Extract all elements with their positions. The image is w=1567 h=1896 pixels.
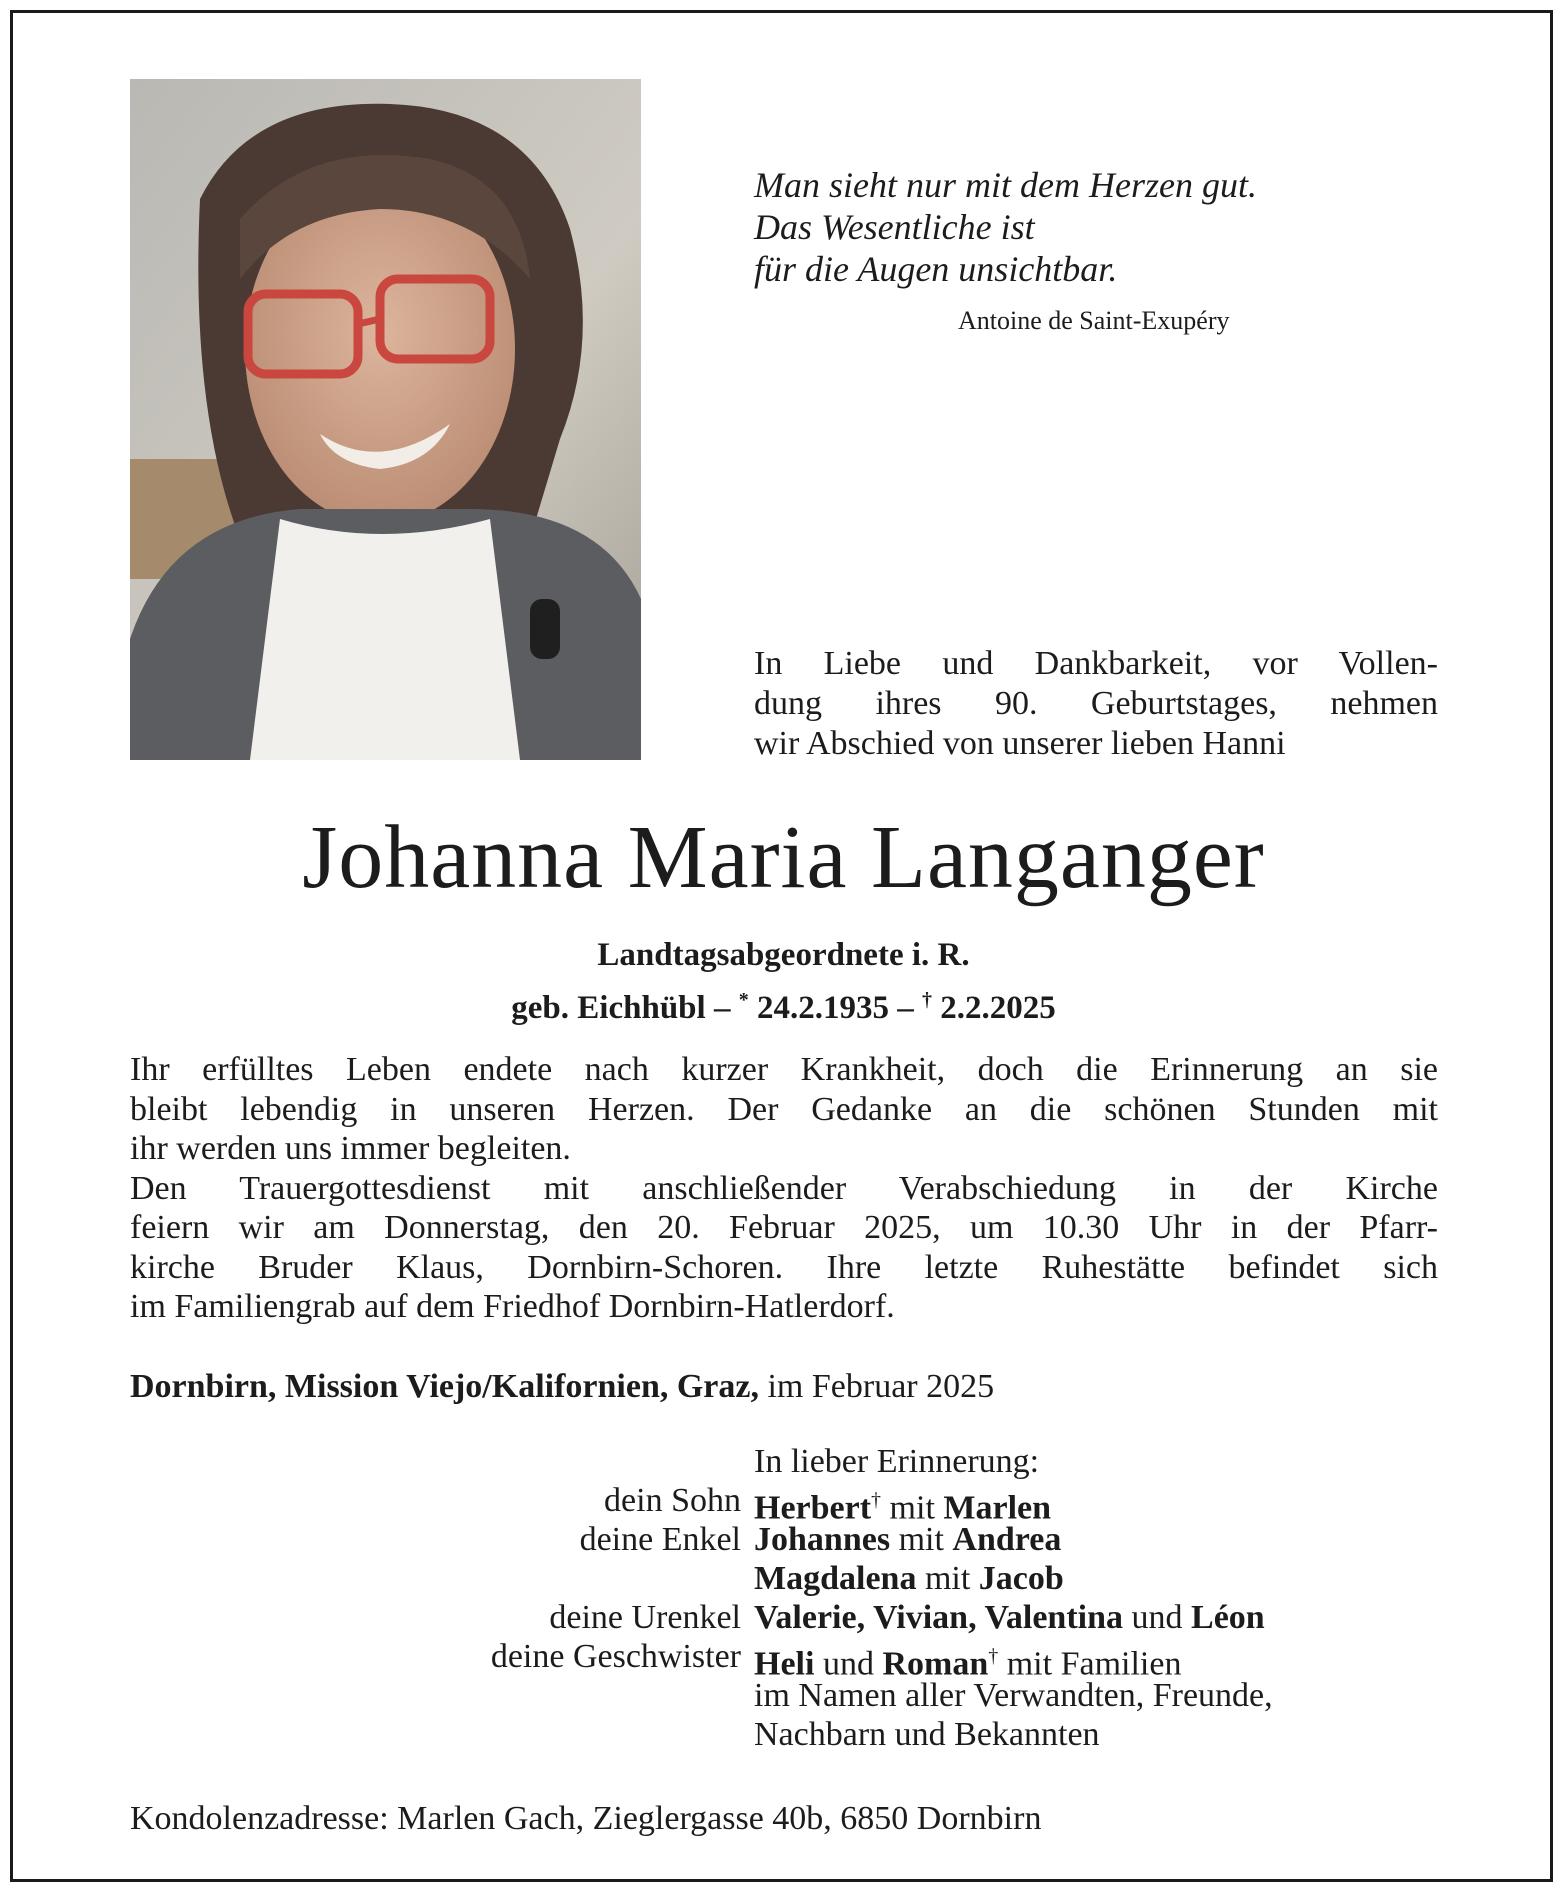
connector-word: und — [1131, 1599, 1183, 1636]
family-row-son — [0, 1481, 1567, 1527]
family-label: deine Urenkel — [549, 1599, 741, 1636]
family-others: im Namen aller Verwandten, Freunde, — [754, 1677, 1273, 1714]
death-date: 2.2.2025 — [940, 990, 1056, 1026]
cross-symbol: † — [871, 1489, 882, 1511]
family-row-others-2 — [0, 1715, 1567, 1754]
person-name: Magdalena — [754, 1560, 917, 1597]
birth-date: 24.2.1935 — [756, 990, 889, 1026]
person-name: Andrea — [952, 1521, 1062, 1558]
family-names — [754, 1559, 1064, 1598]
intro-line: wir Abschied von unserer lieben Hanni — [754, 725, 1286, 762]
family-row-others — [0, 1676, 1567, 1715]
family-names — [754, 1598, 1265, 1637]
family-list — [0, 1442, 1567, 1754]
intro-text — [754, 644, 1438, 764]
person-name: Johannes — [754, 1521, 891, 1558]
person-name: Valerie, Vivian, Valentina — [754, 1599, 1124, 1636]
life-dates — [0, 980, 1567, 1028]
body-line: feiern wir am Donnerstag, den 20. Februar 2025, um 10.30 Uhr in der Pfarr- — [130, 1209, 1438, 1246]
intro-line: In Liebe und Dankbarkeit, vor Vollen- — [754, 645, 1438, 682]
person-name: Léon — [1191, 1599, 1265, 1636]
person-name: Heli — [754, 1645, 815, 1683]
quote-line: Man sieht nur mit dem Herzen gut. — [754, 165, 1257, 205]
birth-symbol: * — [738, 989, 749, 1011]
person-name: Marlen — [943, 1489, 1052, 1527]
connector-word: und — [822, 1645, 874, 1683]
dash: – — [888, 990, 922, 1026]
person-name: Jacob — [978, 1560, 1064, 1597]
portrait-image — [130, 79, 641, 760]
family-row-great-grandchildren — [0, 1598, 1567, 1637]
cross-symbol: † — [988, 1645, 999, 1667]
place-date: im Februar 2025 — [767, 1368, 995, 1405]
body-line: Den Trauergottesdienst mit anschließender Verabschiedung in der Kirche — [130, 1169, 1438, 1207]
connector-word: mit — [898, 1521, 944, 1558]
connector-word: mit — [924, 1560, 971, 1597]
portrait-photo — [130, 79, 641, 760]
person-name: Herbert — [754, 1489, 872, 1527]
family-heading: In lieber Erinnerung: — [754, 1443, 1040, 1480]
condolence-address: Kondolenzadresse: Marlen Gach, Zieglergasse 40b, 6850 Dornbirn — [130, 1800, 1042, 1837]
deceased-name: Johanna Maria Langanger — [302, 808, 1265, 907]
family-names — [754, 1520, 1061, 1559]
body-line: ihr werden uns immer begleiten. — [130, 1130, 571, 1167]
quote-line: für die Augen unsichtbar. — [754, 249, 1118, 289]
family-row-grandchildren — [0, 1520, 1567, 1559]
family-heading-row — [0, 1442, 1567, 1481]
body-line: bleibt lebendig in unseren Herzen. Der Gedanke an die schönen Stunden mit — [130, 1090, 1438, 1128]
deceased-title: Landtagsabgeordnete i. R. — [597, 937, 970, 973]
obituary-body — [130, 1050, 1438, 1327]
quote-block — [754, 164, 1354, 290]
quote-line: Das Wesentliche ist — [754, 207, 1035, 247]
places: Dornbirn, Mission Viejo/Kalifornien, Graz, — [130, 1368, 759, 1405]
family-row-grandchildren-2 — [0, 1559, 1567, 1598]
birth-name: geb. Eichhübl — [511, 990, 706, 1026]
death-symbol: † — [921, 989, 932, 1011]
dash: – — [705, 990, 739, 1026]
quote-author: Antoine de Saint-Exupéry — [958, 306, 1230, 335]
body-line: kirche Bruder Klaus, Dornbirn-Schoren. Ihre letzte Ruhestätte befindet sich — [130, 1248, 1438, 1286]
intro-line: dung ihres 90. Geburtstages, nehmen — [754, 685, 1438, 722]
family-label: dein Sohn — [604, 1482, 741, 1519]
body-line: im Familiengrab auf dem Friedhof Dornbirn-Hatlerdorf. — [130, 1288, 895, 1325]
family-others: Nachbarn und Bekannten — [754, 1716, 1100, 1753]
family-label: deine Geschwister — [490, 1638, 741, 1675]
connector-word: mit — [889, 1489, 935, 1527]
place-date-line — [130, 1368, 994, 1406]
connector-word: mit Familien — [1006, 1645, 1182, 1683]
family-row-siblings — [0, 1637, 1567, 1683]
body-line: Ihr erfülltes Leben endete nach kurzer Krankheit, doch die Erinnerung an sie — [130, 1051, 1438, 1088]
person-name: Roman — [882, 1645, 989, 1683]
family-label: deine Enkel — [579, 1521, 741, 1558]
